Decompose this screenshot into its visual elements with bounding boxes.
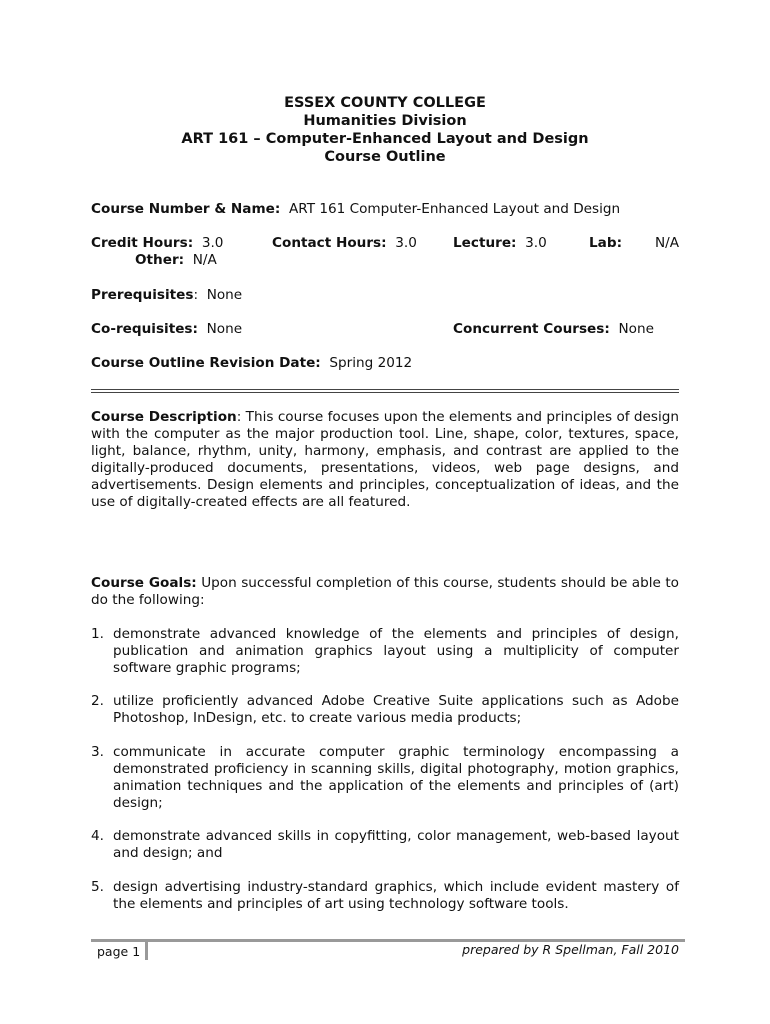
course-number-row: [91, 201, 620, 218]
course-description: Course Description: This course focuses upon the elements and principles of design with the computer as the major production tool. Line, shape, color, textures, space, light, balance, rhythm, unity, harmony, emphasis, and contrast are applied to the digitally-produced documents, presentations, videos, web page designs, and advertisements. Design elements and principles, conceptualization of ideas, and the use of digitally-created effects are all featured.: [91, 409, 680, 510]
contact-hours: [272, 235, 417, 252]
other-hours-label: Other:: [135, 252, 185, 268]
other-hours-value: N/A: [192, 252, 217, 268]
concurrent-courses: [453, 321, 654, 338]
course-title: ART 161 – Computer-Enhanced Layout and Design: [181, 131, 589, 147]
course-goals: [91, 575, 679, 609]
list-item-text: communicate in accurate computer graphic terminology encompassing a demonstrated proficiency in scanning skills, digital photography, motion graphics, animation techniques and the application of the elements and principles of (art) design;: [113, 744, 679, 811]
course-goals-intro: Upon successful completion of this course, students should be able to do the following:: [91, 575, 680, 608]
course-number-value: ART 161 Computer-Enhanced Layout and Design: [288, 201, 621, 217]
footer-divider: [145, 940, 148, 960]
contact-hours-label: Contact Hours:: [272, 235, 387, 251]
list-item-number: 1.: [91, 626, 104, 642]
course-goals-label: Course Goals:: [91, 575, 197, 591]
list-item-text: demonstrate advanced knowledge of the elements and principles of design, publication and animation graphics layout using a multiplicity of computer software graphic programs;: [113, 626, 679, 676]
credit-hours-label: Credit Hours:: [91, 235, 194, 251]
lab-hours-label: [589, 235, 622, 252]
page-number: [97, 944, 140, 959]
college-name: ESSEX COUNTY COLLEGE: [284, 95, 486, 111]
credit-hours-value: 3.0: [201, 235, 224, 251]
prerequisites: Prerequisites: None: [91, 287, 243, 303]
lecture-hours: [453, 235, 547, 252]
lab-label: Lab:: [589, 235, 623, 251]
list-item-text: utilize proficiently advanced Adobe Creative Suite applications such as Adobe Photoshop, InDesign, etc. to create various media products;: [113, 693, 679, 726]
divider-rule-top: [91, 389, 679, 390]
page-label: page: [97, 944, 129, 959]
page-number-value: 1: [132, 944, 141, 959]
list-item-text: demonstrate advanced skills in copyfitting, color management, web-based layout and design; and: [113, 828, 679, 861]
credit-hours: [91, 235, 223, 252]
prepared-by: prepared by R Spellman, Fall 2010: [462, 942, 679, 957]
revision-date: [91, 355, 412, 372]
prerequisites-label: Prerequisites: [91, 287, 194, 303]
corequisites-value: None: [206, 321, 243, 337]
contact-hours-value: 3.0: [395, 235, 417, 251]
lecture-hours-label: Lecture:: [453, 235, 517, 251]
list-item-number: 2.: [91, 693, 104, 709]
revision-date-label: Course Outline Revision Date:: [91, 355, 321, 371]
lecture-hours-value: 3.0: [525, 235, 547, 251]
course-number-label: Course Number & Name:: [91, 201, 281, 217]
prerequisites-value: None: [206, 287, 243, 303]
list-item-number: 3.: [91, 744, 104, 760]
list-item-text: design advertising industry-standard graphics, which include evident mastery of the elements and principles of art using technology software tools.: [113, 879, 679, 912]
course-description-label: Course Description: [91, 409, 237, 425]
course-description-text: This course focuses upon the elements and principles of design with the computer as the major production tool. Line, shape, color, textures, space, light, balance, rhythm, unity, harmony, emphasis, and contrast are applied to the digitally-produced documents, presentations, videos, web page designs, and advertisements. Design elements and principles, conceptualization of ideas, and the use of digitally-created effects are all featured.: [91, 409, 680, 510]
document-type: Course Outline: [324, 149, 446, 165]
list-item-number: 5.: [91, 879, 104, 895]
revision-date-value: Spring 2012: [329, 355, 413, 371]
corequisites: [91, 321, 242, 338]
corequisites-label: Co-requisites:: [91, 321, 198, 337]
division-name: Humanities Division: [303, 113, 467, 129]
lab-hours-value: N/A: [655, 235, 680, 251]
divider-rule-bottom: [91, 392, 679, 393]
other-hours: [135, 252, 217, 269]
concurrent-courses-label: Concurrent Courses:: [453, 321, 610, 337]
list-item-number: 4.: [91, 828, 104, 844]
concurrent-courses-value: None: [618, 321, 654, 337]
